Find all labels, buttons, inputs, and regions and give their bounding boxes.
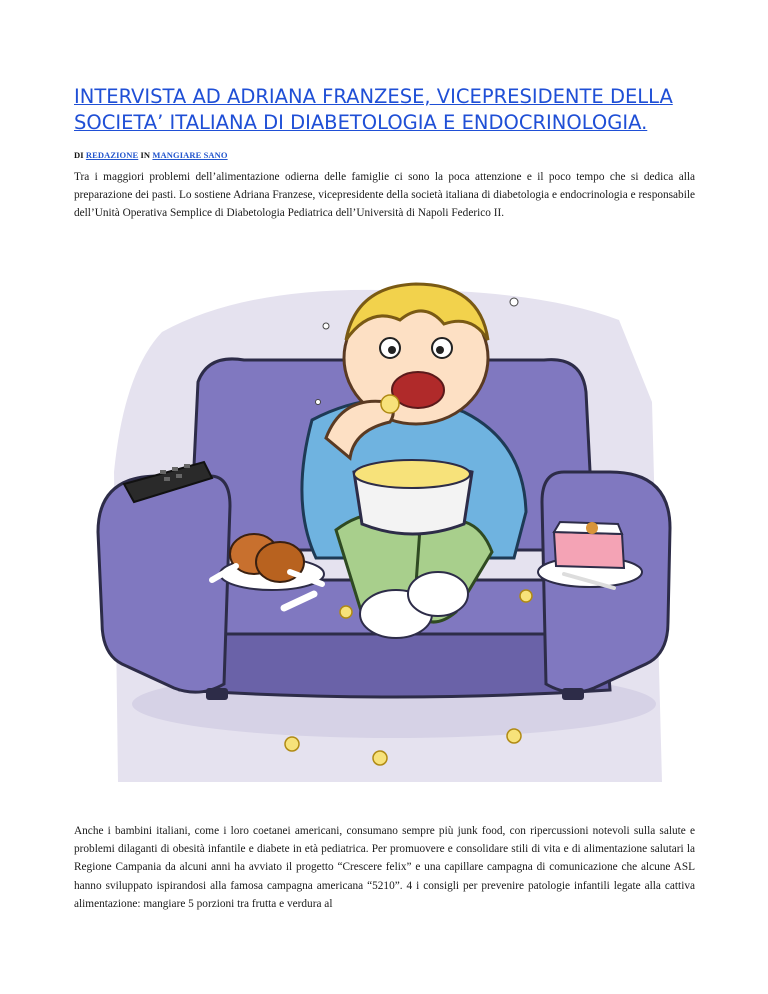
sofa-foot-right — [562, 688, 584, 700]
boy-on-sofa-illustration — [94, 262, 674, 790]
popcorn-bowl — [354, 460, 472, 534]
popcorn-piece — [340, 606, 352, 618]
popcorn-piece — [285, 737, 299, 751]
body-paragraph: Anche i bambini italiani, come i loro coetanei americani, consumano sempre più junk food, con ripercussioni notevoli sulla salute e problemi dilaganti di obesità infantile e diabete in età pediatrica. Per promuovere e consolidare stili di vita e di alimentazione salutari la Regione Campania da alcuni anni ha avviato il progetto “Crescere felix” e una capillare campagna di comunicazione che alcune ASL hanno sviluppato ispirandosi alla famosa campagna americana “5210”. 4 i consigli per prevenire patologie infantili legate alla cattiva alimentazione: mangiare 5 porzioni tra frutta e verdura al — [74, 825, 695, 910]
byline-joiner: IN — [140, 150, 151, 160]
crumb — [323, 323, 329, 329]
cake-slice — [554, 522, 624, 568]
sofa-left-arm — [98, 476, 230, 692]
popcorn-piece — [373, 751, 387, 765]
byline-prefix: DI — [74, 150, 84, 160]
byline — [74, 150, 228, 160]
intro-paragraph: Tra i maggiori problemi dell’alimentazione odierna delle famiglie ci sono la poca attenzione e il poco tempo che si dedica alla preparazione dei pasti. Lo sostiene Adriana Franzese, vicepresidente della società italiana di diabetologia e endocrinologia e responsabile dell’Unità Operativa Semplice di Diabetologia Pediatrica dell’Università di Napoli Federico II. — [74, 171, 695, 220]
category-link[interactable]: MANGIARE SANO — [152, 150, 228, 160]
boy-mouth — [392, 372, 444, 408]
sofa-foot-left — [206, 688, 228, 700]
popcorn-piece-hand — [381, 395, 399, 413]
popcorn-piece — [520, 590, 532, 602]
crumb — [316, 400, 321, 405]
author-link[interactable]: REDAZIONE — [85, 150, 139, 160]
popcorn-piece — [507, 729, 521, 743]
article-title[interactable]: INTERVISTA AD ADRIANA FRANZESE, VICEPRESIDENTE DELLA SOCIETA’ ITALIANA DI DIABETOLOGIA E ENDOCRINOLOGIA. — [74, 85, 673, 134]
crumb — [510, 298, 518, 306]
boy-sock-right — [408, 572, 468, 616]
